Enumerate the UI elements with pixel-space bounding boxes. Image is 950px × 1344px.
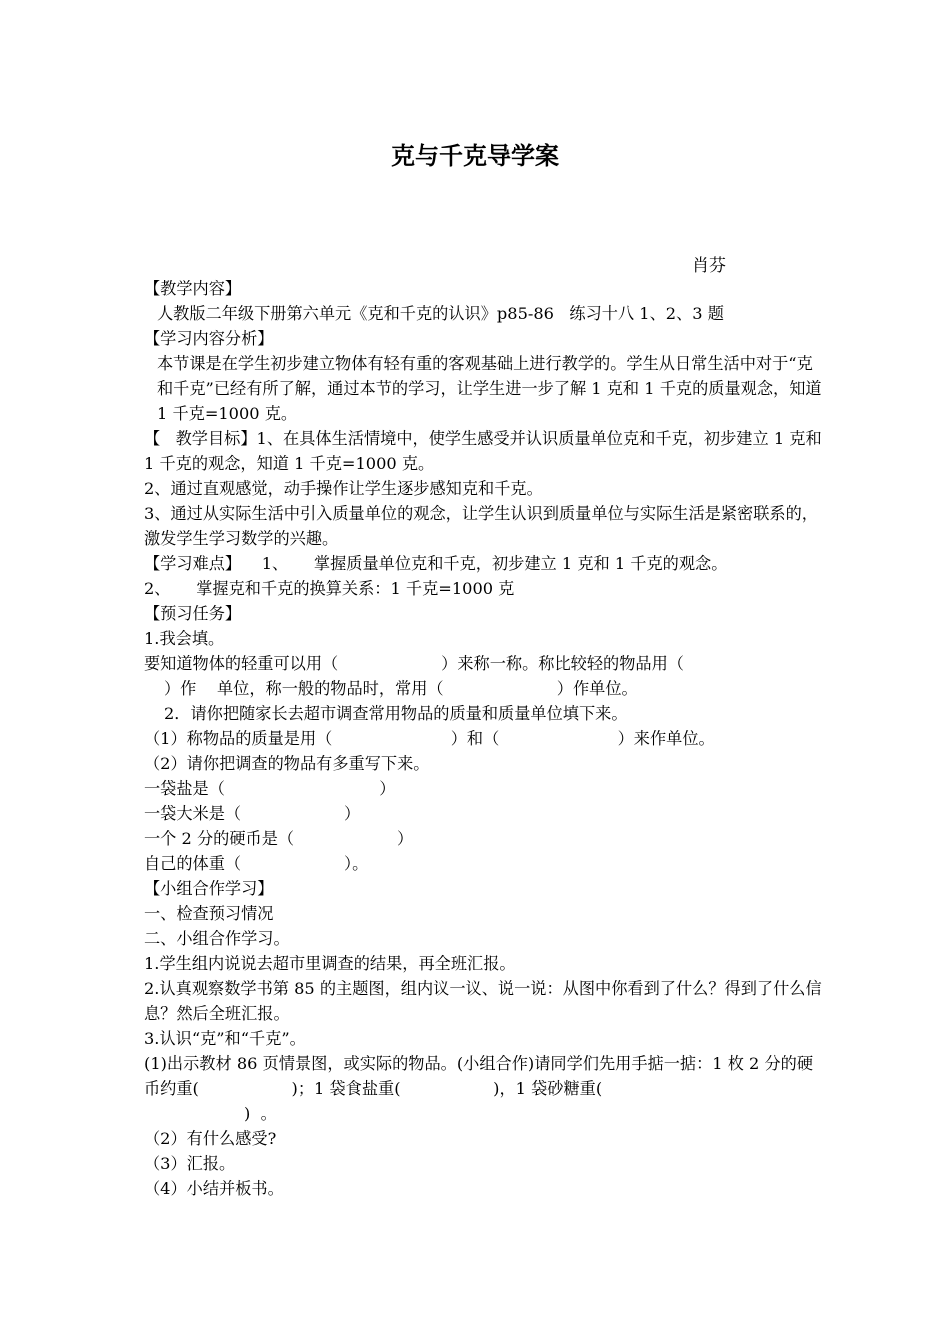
group-item-1: 1.学生组内说说去超市里调查的结果，再全班汇报。 xyxy=(144,954,516,973)
section-heading-group: 【小组合作学习】 xyxy=(144,879,274,898)
paragraph-analysis: 本节课是在学生初步建立物体有轻有重的客观基础上进行教学的。学生从日常生活中对于“克和千克”已经有所了解，通过本节的学习，让学生进一步了解 1 克和 1 千克的质量观念，知道 1 千克=1000 克。 xyxy=(157,354,827,423)
group-item-3-2: （2）有什么感受? xyxy=(144,1129,277,1148)
difficulty-2: 2、 掌握克和千克的换算关系：1 千克=1000 克 xyxy=(144,579,515,598)
task-1-line-2: ）作 单位，称一般的物品时，常用（ ）作单位。 xyxy=(164,679,638,698)
task-2-item-1: （1）称物品的质量是用（ ）和（ ）来作单位。 xyxy=(144,729,715,748)
group-item-3-3: （3）汇报。 xyxy=(144,1154,236,1173)
goal-2: 2、通过直观感觉，动手操作让学生逐步感知克和千克。 xyxy=(144,479,543,498)
task-1-line-1: 要知道物体的轻重可以用（ ）来称一称。称比较轻的物品用（ xyxy=(144,654,684,673)
group-item-3-1: (1)出示教材 86 页情景图，或实际的物品。(小组合作)请同学们先用手掂一掂：1 枚 2 分的硬币约重( )；1 袋食盐重( )，1 袋砂糖重( xyxy=(144,1054,814,1098)
section-heading-content: 【教学内容】 xyxy=(144,279,242,298)
task-2-heading: 2．请你把随家长去超市调查常用物品的质量和质量单位填下来。 xyxy=(164,704,628,723)
paragraph-textbook: 人教版二年级下册第六单元《克和千克的认识》p85-86 练习十八 1、2、3 题 xyxy=(157,304,724,323)
group-item-2: 2.认真观察数学书第 85 的主题图，组内议一议、说一说：从图中你看到了什么？得到了什么信息？然后全班汇报。 xyxy=(144,979,822,1023)
section-heading-analysis: 【学习内容分析】 xyxy=(144,329,274,348)
page-title: 克与千克导学案 xyxy=(391,142,559,170)
section-heading-preview: 【预习任务】 xyxy=(144,604,242,623)
task-1-heading: 1.我会填。 xyxy=(144,629,225,648)
group-item-3: 3.认识“克”和“千克”。 xyxy=(144,1029,306,1048)
difficulty-1: 【学习难点】 1、 掌握质量单位克和千克，初步建立 1 克和 1 千克的观念。 xyxy=(144,554,728,573)
fill-weight: 自己的体重（ ）。 xyxy=(144,854,369,873)
group-item-3-4: （4）小结并板书。 xyxy=(144,1179,284,1198)
group-step-2: 二、小组合作学习。 xyxy=(144,929,290,948)
author-name: 肖芬 xyxy=(692,256,726,276)
goal-3: 3、通过从实际生活中引入质量单位的观念，让学生认识到质量单位与实际生活是紧密联系的，激发学生学习数学的兴趣。 xyxy=(144,504,818,548)
task-2-item-2: （2）请你把调查的物品有多重写下来。 xyxy=(144,754,430,773)
paragraph-goals: 【 教学目标】1、在具体生活情境中，使学生感受并认识质量单位克和千克，初步建立 1 克和 1 千克的观念，知道 1 千克=1000 克。 xyxy=(144,429,827,473)
fill-coin: 一个 2 分的硬币是（ ） xyxy=(144,829,414,848)
group-step-1: 一、检查预习情况 xyxy=(144,904,274,923)
document-body xyxy=(144,276,827,1201)
fill-rice: 一袋大米是（ ） xyxy=(144,804,361,823)
group-item-3-1-cont: ) 。 xyxy=(244,1104,277,1123)
fill-salt: 一袋盐是（ ） xyxy=(144,779,396,798)
